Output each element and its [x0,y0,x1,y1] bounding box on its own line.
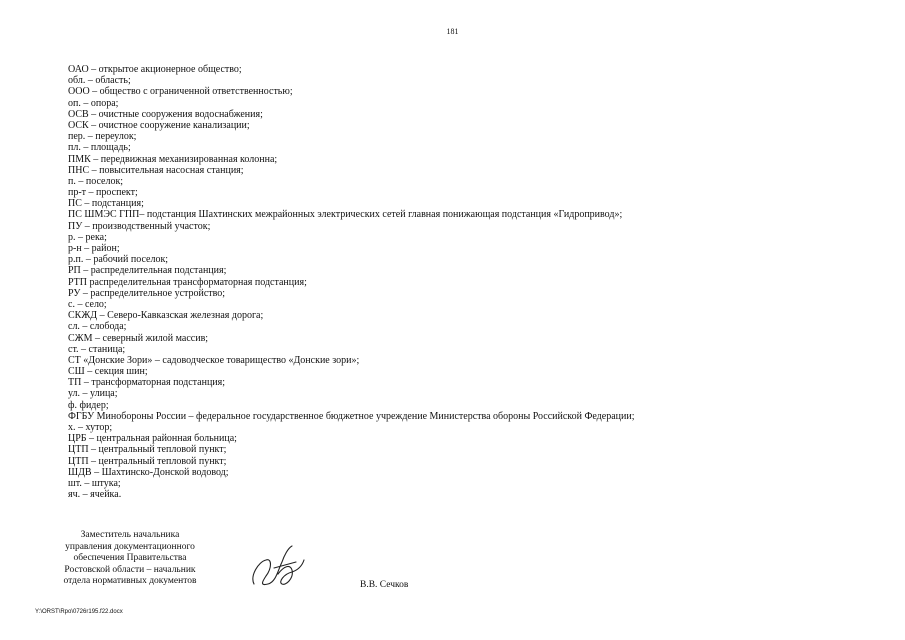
abbreviation-item: р.п. – рабочий поселок; [68,254,169,266]
abbreviation-item: СТ «Донские Зори» – садоводческое товарищество «Донские зори»; [68,354,360,366]
abbreviation-item: ст. – станица; [68,343,126,355]
abbreviation-item: ОСК – очистное сооружение канализации; [68,119,250,131]
abbreviation-item: ЦТП – центральный тепловой пункт; [68,455,227,467]
abbreviation-item: оп. – опора; [68,97,119,109]
abbreviation-item: ШДВ – Шахтинско-Донской водовод; [68,466,229,478]
abbreviation-item: шт. – штука; [68,477,121,489]
file-path: Y:\ORST\Rpo\0726r195.f22.docx [35,609,123,615]
abbreviation-item: п. – поселок; [68,175,124,187]
abbreviation-item: ПУ – производственный участок; [68,220,211,232]
abbreviation-item: СЖМ – северный жилой массив; [68,332,209,344]
abbreviation-item: СШ – секция шин; [68,366,148,378]
abbreviation-list [68,64,868,500]
abbreviation-item: ПС – подстанция; [68,198,144,210]
abbreviation-item: ОАО – открытое акционерное общество; [68,64,242,75]
position-line: обеспечения Правительства [73,553,187,564]
abbreviation-item: РУ – распределительное устройство; [68,287,226,299]
abbreviation-item: х. – хутор; [68,422,113,433]
abbreviation-item: обл. – область; [68,75,131,87]
signer-name: В.В. Сечков [360,580,409,590]
abbreviation-item: пл. – площадь; [68,142,131,154]
position-line: Ростовской области – начальник [64,564,196,575]
abbreviation-item: ЦТП – центральный тепловой пункт; [68,444,227,456]
abbreviation-item: пр-т – проспект; [68,187,138,199]
page-number: 181 [446,27,459,36]
abbreviation-item: ЦРБ – центральная районная больница; [68,433,237,445]
abbreviation-item: сл. – слобода; [68,321,127,333]
abbreviation-item: РТП распределительная трансформаторная подстанция; [68,276,307,288]
abbreviation-item: ПНС – повысительная насосная станция; [68,164,244,176]
abbreviation-item: р. – река; [68,231,107,243]
position-line: управления документационного [65,541,195,552]
abbreviation-item: ТП – трансформаторная подстанция; [68,377,226,389]
position-line: Заместитель начальника [80,530,180,540]
abbreviation-item: ул. – улица; [68,388,118,400]
signatory-position [40,530,220,588]
abbreviation-item: яч. – ячейка. [68,489,122,501]
abbreviation-item: пер. – переулок; [68,131,137,143]
abbreviation-item: ООО – общество с ограниченной ответственностью; [68,86,293,98]
abbreviation-item: РП – распределительная подстанция; [68,265,227,277]
abbreviation-item: с. – село; [68,298,107,310]
abbreviation-item: ОСВ – очистные сооружения водоснабжения; [68,108,263,120]
abbreviation-item: СКЖД – Северо-Кавказская железная дорога; [68,310,264,322]
abbreviation-item: ФГБУ Минобороны России – федеральное государственное бюджетное учреждение Министерства обороны Российской Федерации; [68,410,635,422]
abbreviation-item: ПМК – передвижная механизированная колонна; [68,153,278,165]
abbreviation-item: ф. фидер; [68,399,109,411]
abbreviation-item: ПС ШМЭС ГПП– подстанция Шахтинских межрайонных электрических сетей главная понижающая подстанция «Гидропривод»; [68,209,623,221]
abbreviation-item: р-н – район; [68,243,120,254]
position-line: отдела нормативных документов [63,576,197,587]
handwritten-signature [248,540,308,592]
